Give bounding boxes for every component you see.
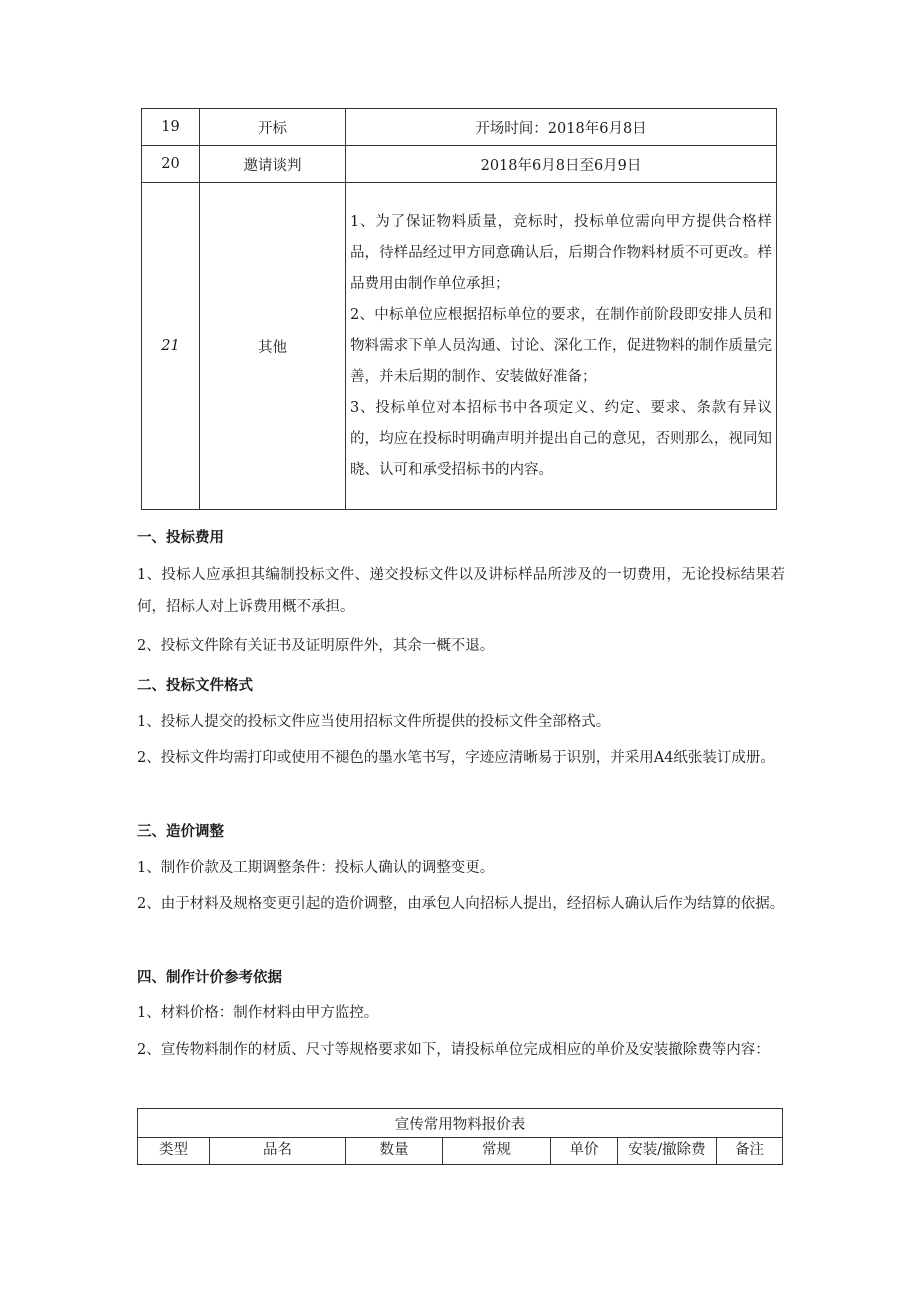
price-table-title-row (138, 1109, 783, 1138)
column-header-standard: 常规 (443, 1138, 551, 1165)
row-number: 20 (142, 146, 200, 183)
row-item: 邀请谈判 (200, 146, 346, 183)
section-2-paragraph-1: 1、投标人提交的投标文件应当使用招标文件所提供的投标文件全部格式。 (137, 714, 611, 730)
column-header-quantity: 数量 (346, 1138, 443, 1165)
other-paragraph-3: 3、投标单位对本招标书中各项定义、约定、要求、条款有异议的，均应在投标时明确声明并提出自己的意见，否则那么，视同知晓、认可和承受招标书的内容。 (350, 399, 772, 478)
table-row (142, 183, 777, 510)
column-header-type: 类型 (138, 1138, 210, 1165)
schedule-table (141, 108, 777, 510)
row-item: 开标 (200, 109, 346, 146)
other-paragraph-2: 2、中标单位应根据招标单位的要求，在制作前阶段即安排人员和物料需求下单人员沟通、讨论、深化工作，促进物料的制作质量完善，并未后期的制作、安装做好准备； (350, 306, 772, 385)
row-item: 其他 (200, 183, 346, 510)
row-content: 2018年6月8日至6月9日 (346, 146, 777, 183)
price-table-title: 宣传常用物料报价表 (138, 1109, 783, 1138)
column-header-unit-price: 单价 (551, 1138, 618, 1165)
section-1-paragraph-1: 1、投标人应承担其编制投标文件、递交投标文件以及讲标样品所涉及的一切费用，无论投标结果若何，招标人对上诉费用概不承担。 (137, 567, 785, 615)
price-table (137, 1108, 783, 1165)
section-2-paragraph-2: 2、投标文件均需打印或使用不褪色的墨水笔书写，字迹应清晰易于识别，并采用A4纸张装订成册。 (137, 750, 775, 766)
section-heading-1: 一、投标费用 (137, 529, 224, 546)
column-header-install-fee: 安装/撤除费 (618, 1138, 717, 1165)
section-4-paragraph-2: 2、宣传物料制作的材质、尺寸等规格要求如下，请投标单位完成相应的单价及安装撤除费等内容： (137, 1042, 770, 1058)
other-paragraph-1: 1、为了保证物料质量，竞标时，投标单位需向甲方提供合格样品，待样品经过甲方同意确认后，后期合作物料材质不可更改。样品费用由制作单位承担； (350, 213, 772, 292)
table-row (142, 109, 777, 146)
section-4-paragraph-1: 1、材料价格：制作材料由甲方监控。 (137, 1005, 379, 1021)
row-content-other (346, 183, 777, 510)
table-row (142, 146, 777, 183)
section-3-paragraph-2: 2、由于材料及规格变更引起的造价调整，由承包人向招标人提出，经招标人确认后作为结算的依据。 (137, 896, 785, 912)
section-heading-3: 三、造价调整 (137, 823, 224, 840)
column-header-name: 品名 (210, 1138, 346, 1165)
section-heading-2: 二、投标文件格式 (137, 677, 253, 694)
row-content: 开场时间：2018年6月8日 (346, 109, 777, 146)
section-3-paragraph-1: 1、制作价款及工期调整条件：投标人确认的调整变更。 (137, 860, 495, 876)
price-table-header-row (138, 1138, 783, 1165)
section-1-paragraph-2: 2、投标文件除有关证书及证明原件外，其余一概不退。 (137, 638, 495, 654)
row-number: 19 (142, 109, 200, 146)
row-number: 21 (142, 183, 200, 510)
column-header-remarks: 备注 (717, 1138, 783, 1165)
section-heading-4: 四、制作计价参考依据 (137, 969, 282, 986)
